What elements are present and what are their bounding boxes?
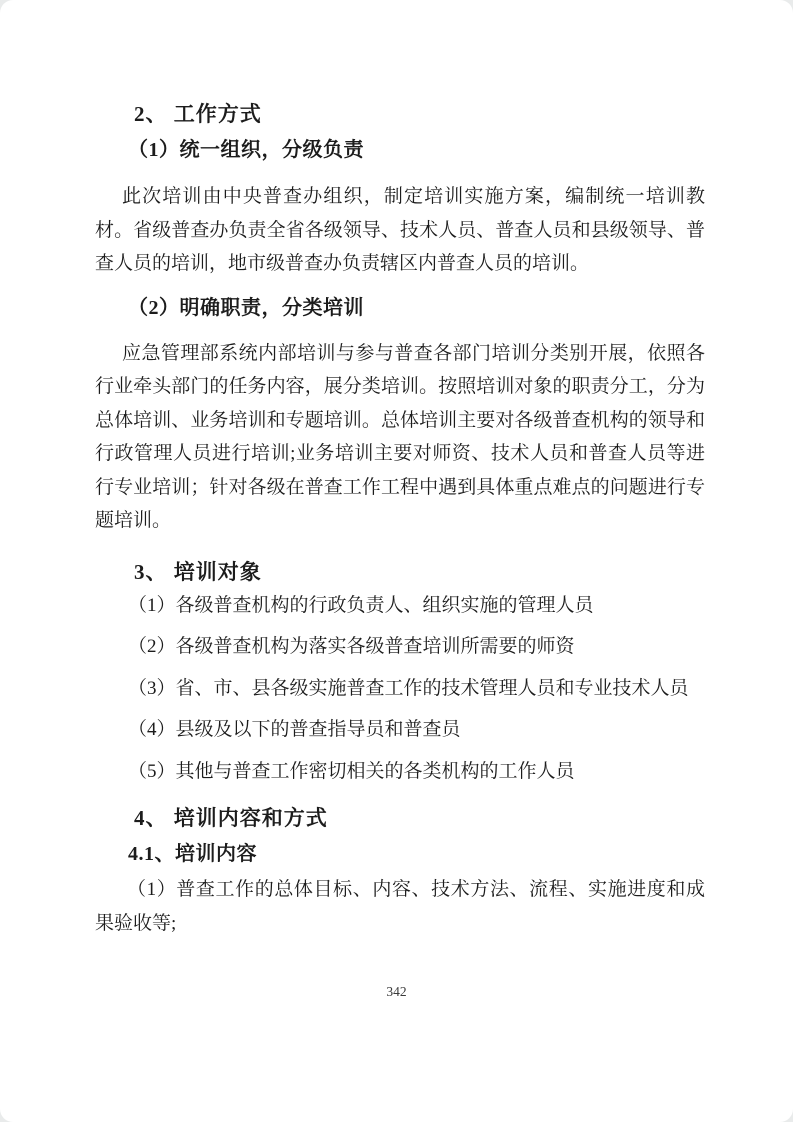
list-item-target-5: （5）其他与普查工作密切相关的各类机构的工作人员: [128, 760, 575, 782]
heading-work-method: 2、 工作方式: [134, 102, 262, 126]
list-item-target-2: （2）各级普查机构为落实各级普查培训所需要的师资: [128, 636, 575, 657]
subheading-training-content: 4.1、培训内容: [128, 843, 257, 865]
page-number: 342: [386, 984, 407, 999]
paragraph-classified-training: 应急管理部系统内部培训与参与普查各部门培训分类别开展，依照各行业牵头部门的任务内容，展分类培训。按照培训对象的职责分工，分为总体培训、业务培训和专题培训。总体培训主要对各级普查机构的领导和行政管理人员进行培训;业务培训主要对师资、技术人员和普查人员等进行专业培训；针对各级在普查工作工程中遇到具体重点难点的问题进行专题培训。: [95, 342, 705, 531]
training-target-list: [95, 585, 705, 793]
heading-training-targets: 3、 培训对象: [134, 559, 262, 584]
subheading-clear-responsibilities: （2）明确职责，分类培训: [128, 296, 364, 319]
subheading-unified-organization: （1）统一组织，分级负责: [128, 139, 364, 161]
paragraph-training-content-item1: （1）普查工作的总体目标、内容、技术方法、流程、实施进度和成果验收等;: [95, 879, 705, 934]
list-item-target-4: （4）县级及以下的普查指导员和普查员: [128, 719, 461, 740]
list-item-target-1: （1）各级普查机构的行政负责人、组织实施的管理人员: [128, 594, 594, 616]
paragraph-unified-organization: 此次培训由中央普查办组织，制定培训实施方案，编制统一培训教材。省级普查办负责全省各级领导、技术人员、普查人员和县级领导、普查人员的培训，地市级普查办负责辖区内普查人员的培训。: [95, 186, 705, 274]
list-item-target-3: （3）省、市、县各级实施普查工作的技术管理人员和专业技术人员: [128, 677, 689, 699]
heading-training-content-method: 4、 培训内容和方式: [134, 806, 328, 830]
